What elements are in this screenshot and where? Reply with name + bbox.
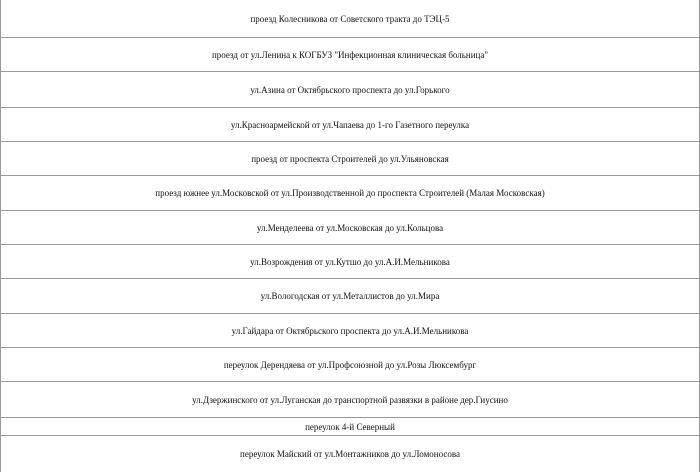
table-cell: переулок 4-й Северный	[305, 421, 395, 432]
table-cell: ул.Дзержинского от ул.Луганская до транспортной развязки в районе дер.Гиусино	[192, 394, 508, 405]
table-row	[1, 72, 699, 108]
table-row	[1, 245, 699, 279]
table-row	[1, 436, 699, 472]
table-row	[1, 176, 699, 211]
table-row	[1, 0, 699, 38]
table-row	[1, 279, 699, 314]
table-row	[1, 108, 699, 142]
table-cell: проезд южнее ул.Московской от ул.Производственной до проспекта Строителей (Малая Московская)	[155, 188, 545, 198]
table-cell: проезд от ул.Ленина к КОГБУЗ "Инфекционная клиническая больница"	[211, 49, 489, 60]
table-cell: ул.Азина от Октябрьского проспекта до ул.Горького	[250, 84, 450, 95]
table-cell: ул.Вологодская от ул.Металлистов до ул.Мира	[260, 291, 440, 301]
table-cell: переулок Дерендяева от ул.Профсоюзной до ул.Розы Люксембург	[223, 359, 477, 370]
table-cell: переулок Майский от ул.Монтажников до ул.Ломоносова	[240, 449, 460, 459]
table-row	[1, 348, 699, 382]
table-cell: ул.Менделеева от ул.Московская до ул.Кольцова	[256, 222, 444, 233]
table-row	[1, 211, 699, 245]
table-row	[1, 418, 699, 436]
table-row	[1, 314, 699, 348]
table-cell: ул.Красноармейской от ул.Чапаева до 1-го Газетного переулка	[230, 119, 470, 130]
table-cell: ул.Возрождения от ул.Кутшо до ул.А.И.Мельникова	[250, 256, 450, 267]
table-row	[1, 142, 699, 176]
table-cell: проезд Колесникова от Советского тракта до ТЭЦ-5	[250, 13, 450, 24]
table-row	[1, 38, 699, 72]
table-cell: проезд от проспекта Строителей до ул.Ульяновская	[251, 153, 449, 164]
table-row	[1, 382, 699, 418]
table-cell: ул.Гайдара от Октябрьского проспекта до ул.А.И.Мельникова	[231, 325, 469, 336]
